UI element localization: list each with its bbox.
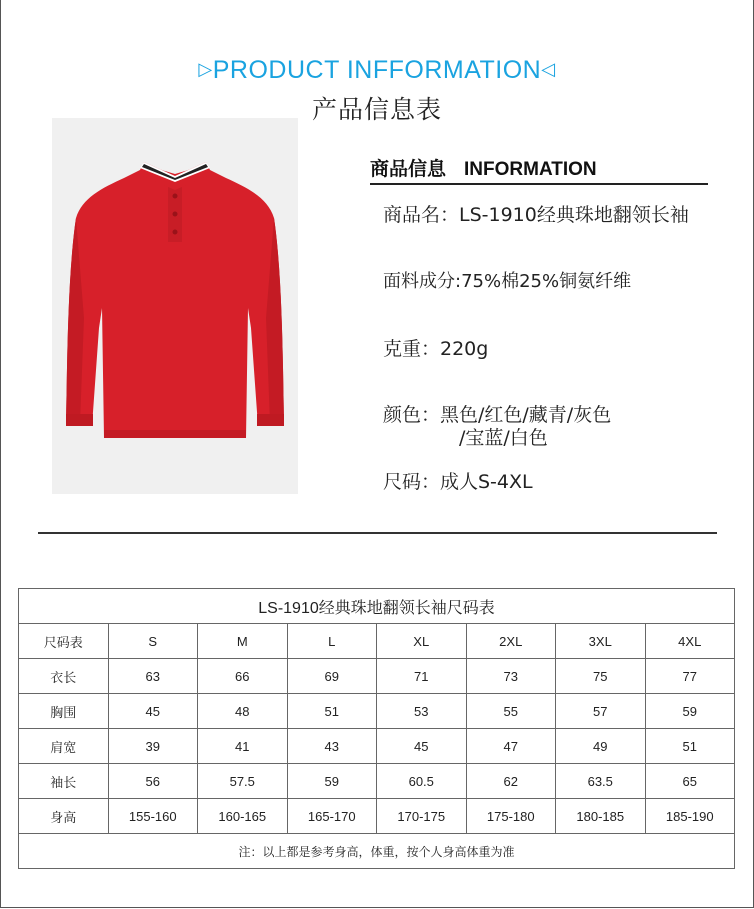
- title-english-text: PRODUCT INFFORMATION: [212, 56, 542, 84]
- header-cell: 2XL: [466, 624, 556, 659]
- polo-shirt-icon: [52, 118, 298, 494]
- section-divider: [38, 532, 717, 534]
- table-cell: 45: [108, 694, 198, 729]
- table-cell: 59: [287, 764, 377, 799]
- product-photo: [52, 118, 298, 494]
- info-heading-en: INFORMATION: [464, 159, 597, 180]
- table-cell: 66: [198, 659, 288, 694]
- table-row: [19, 659, 735, 694]
- table-cell: 47: [466, 729, 556, 764]
- header-cell: 尺码表: [19, 624, 109, 659]
- table-cell: 73: [466, 659, 556, 694]
- table-cell: 57.5: [198, 764, 288, 799]
- table-cell: 51: [645, 729, 735, 764]
- size-chart-caption: LS-1910经典珠地翻领长袖尺码表: [19, 589, 735, 624]
- fabric-weight: 克重：220g: [383, 338, 489, 360]
- info-heading: [370, 154, 597, 181]
- table-cell: 39: [108, 729, 198, 764]
- table-cell: 77: [645, 659, 735, 694]
- table-cell: 63.5: [556, 764, 646, 799]
- size-range: 尺码：成人S-4XL: [383, 471, 533, 493]
- table-cell: 175-180: [466, 799, 556, 834]
- table-cell: 43: [287, 729, 377, 764]
- title-chinese: 产品信息表: [311, 95, 442, 124]
- info-underline: [370, 183, 708, 185]
- table-cell: 71: [377, 659, 467, 694]
- header-cell: S: [108, 624, 198, 659]
- product-name: 商品名：LS-1910经典珠地翻领长袖: [383, 204, 689, 226]
- row-label: 衣长: [19, 659, 109, 694]
- table-cell: 59: [645, 694, 735, 729]
- table-cell: 56: [108, 764, 198, 799]
- table-cell: 165-170: [287, 799, 377, 834]
- table-cell: 57: [556, 694, 646, 729]
- table-cell: 170-175: [377, 799, 467, 834]
- table-row: [19, 694, 735, 729]
- table-cell: 55: [466, 694, 556, 729]
- title-english: [0, 56, 754, 85]
- table-cell: 41: [198, 729, 288, 764]
- table-cell: 49: [556, 729, 646, 764]
- table-cell: 69: [287, 659, 377, 694]
- table-row: [19, 764, 735, 799]
- table-cell: 45: [377, 729, 467, 764]
- triangle-right-icon: ▷: [198, 59, 213, 79]
- header-cell: XL: [377, 624, 467, 659]
- table-cell: 180-185: [556, 799, 646, 834]
- table-cell: 160-165: [198, 799, 288, 834]
- header-cell: 4XL: [645, 624, 735, 659]
- size-chart-table: [18, 588, 735, 869]
- table-cell: 53: [377, 694, 467, 729]
- table-cell: 155-160: [108, 799, 198, 834]
- header-cell: M: [198, 624, 288, 659]
- table-row: [19, 729, 735, 764]
- row-label: 肩宽: [19, 729, 109, 764]
- table-cell: 60.5: [377, 764, 467, 799]
- color-options-line2: /宝蓝/白色: [459, 427, 548, 449]
- table-cell: 63: [108, 659, 198, 694]
- size-chart-header-row: [19, 624, 735, 659]
- header-cell: L: [287, 624, 377, 659]
- info-heading-cn: 商品信息: [370, 158, 447, 180]
- row-label: 身高: [19, 799, 109, 834]
- table-cell: 48: [198, 694, 288, 729]
- table-row: [19, 799, 735, 834]
- header-cell: 3XL: [556, 624, 646, 659]
- size-chart-note: 注：以上都是参考身高，体重，按个人身高体重为准: [19, 834, 735, 869]
- table-cell: 185-190: [645, 799, 735, 834]
- row-label: 胸围: [19, 694, 109, 729]
- table-cell: 62: [466, 764, 556, 799]
- table-cell: 51: [287, 694, 377, 729]
- triangle-left-icon: ◁: [541, 59, 556, 79]
- color-options-line1: 颜色：黑色/红色/藏青/灰色: [383, 404, 612, 426]
- fabric-composition: 面料成分:75%棉25%铜氨纤维: [383, 271, 632, 292]
- table-cell: 75: [556, 659, 646, 694]
- table-cell: 65: [645, 764, 735, 799]
- row-label: 袖长: [19, 764, 109, 799]
